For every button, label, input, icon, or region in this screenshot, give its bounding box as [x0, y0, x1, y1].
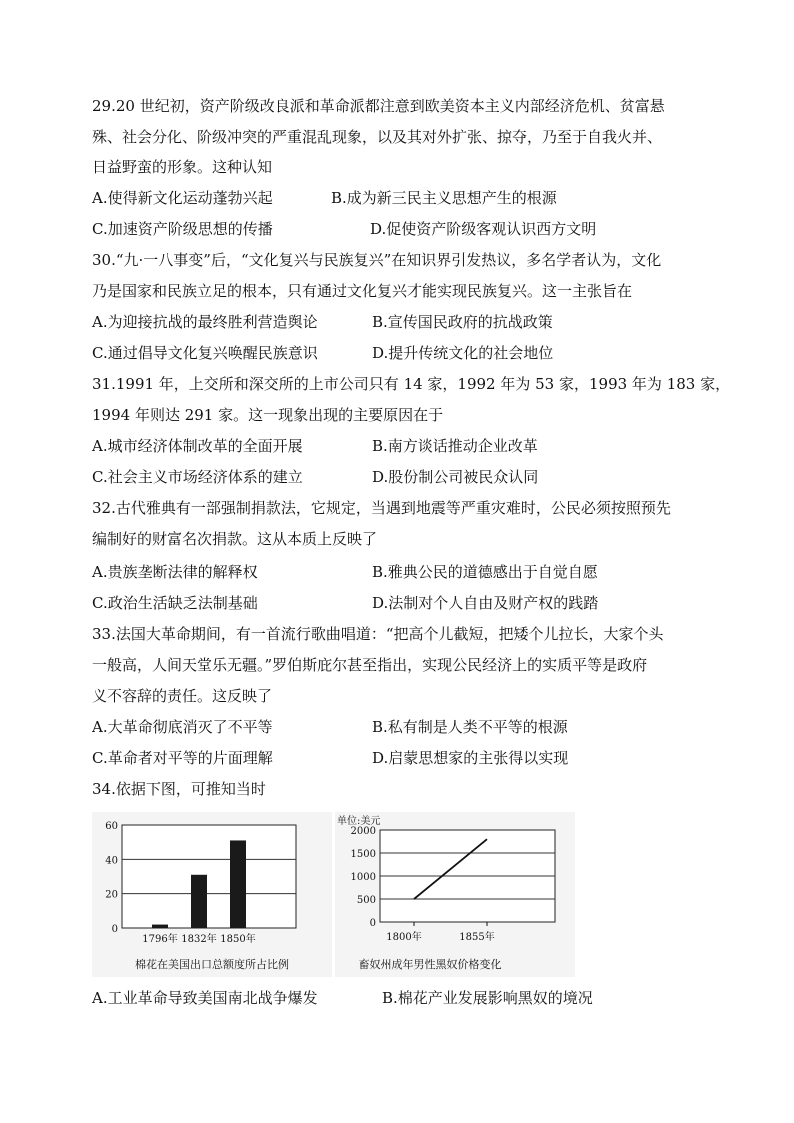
bar: [191, 875, 207, 928]
x-tick-label: 1855年: [459, 932, 495, 943]
q31-option-a: A.城市经济体制改革的全面开展: [92, 437, 303, 455]
q34-stem: 34.依据下图，可推知当时: [92, 780, 266, 798]
q33-stem-line3: 义不容辞的责任。这反映了: [92, 687, 273, 705]
slave-price-chart: [335, 812, 575, 977]
cotton-export-chart: [92, 812, 332, 977]
bar: [152, 925, 168, 928]
y-tick-label: 60: [105, 821, 118, 832]
q32-option-c: C.政治生活缺乏法制基础: [92, 594, 258, 612]
q32-option-b: B.雅典公民的道德感出于自觉自愿: [372, 563, 598, 581]
y-tick-label: 20: [105, 889, 118, 901]
cotton-export-chart-svg: [92, 812, 332, 977]
q31-stem-line2: 1994 年则达 291 家。这一现象出现的主要原因在于: [92, 406, 444, 424]
q31-option-c: C.社会主义市场经济体系的建立: [92, 468, 303, 486]
slave-price-chart-svg: [335, 812, 575, 977]
q33-stem-line1: 33.法国大革命期间，有一首流行歌曲唱道：“把高个儿截短，把矮个儿拉长，大家个头: [92, 625, 664, 643]
x-tick-label: 1850年: [220, 934, 256, 945]
q33-option-a: A.大革命彻底消灭了不平等: [92, 718, 273, 736]
q34-option-b: B.棉花产业发展影响黑奴的境况: [382, 989, 593, 1007]
cotton-export-chart-title: 棉花在美国出口总额度所占比例: [135, 958, 289, 971]
q33-stem-line2: 一般高，人间天堂乐无疆。”罗伯斯庇尔甚至指出，实现公民经济上的实质平等是政府: [92, 656, 648, 674]
slave-price-unit-label: 单位:美元: [337, 816, 381, 827]
x-tick-label: 1796年: [142, 934, 178, 945]
q31-stem-line1: 31.1991 年，上交所和深交所的上市公司只有 14 家，1992 年为 53 家，1993 年为 183 家，: [92, 375, 731, 393]
y-tick-label: 0: [369, 918, 376, 929]
q34-option-a: A.工业革命导致美国南北战争爆发: [92, 989, 318, 1007]
q30-option-a: A.为迎接抗战的最终胜利营造舆论: [92, 313, 318, 331]
y-tick-label: 500: [356, 895, 376, 906]
q29-option-a: A.使得新文化运动蓬勃兴起: [92, 189, 273, 207]
q33-option-d: D.启蒙思想家的主张得以实现: [372, 749, 569, 767]
q32-option-d: D.法制对个人自由及财产权的践踏: [372, 594, 599, 612]
q29-stem-line2: 殊、社会分化、阶级冲突的严重混乱现象，以及其对外扩张、掠夺，乃至于自我火并、: [92, 128, 663, 146]
bar: [230, 840, 246, 928]
q32-option-a: A.贵族垄断法律的解释权: [92, 563, 258, 581]
q32-stem-line1: 32.古代雅典有一部强制捐款法，它规定，当遇到地震等严重灾难时，公民必须按照预先: [92, 499, 671, 517]
q32-stem-line2: 编制好的财富名次捐款。这从本质上反映了: [92, 530, 378, 548]
y-tick-label: 2000: [350, 826, 376, 837]
q33-option-c: C.革命者对平等的片面理解: [92, 749, 273, 767]
q30-option-d: D.提升传统文化的社会地位: [372, 344, 554, 362]
y-tick-label: 0: [111, 924, 118, 935]
q31-option-d: D.股份制公司被民众认同: [372, 468, 539, 486]
slave-price-chart-title: 畜奴州成年男性黑奴价格变化: [358, 958, 502, 971]
q29-stem-line3: 日益野蛮的形象。这种认知: [92, 158, 273, 176]
q30-stem-line1: 30.“九·一八事变”后，“文化复兴与民族复兴”在知识界引发热议，多名学者认为，文化: [92, 251, 662, 269]
q33-option-b: B.私有制是人类不平等的根源: [372, 718, 568, 736]
y-tick-label: 1000: [350, 872, 376, 883]
q29-stem-line1: 29.20 世纪初，资产阶级改良派和革命派都注意到欧美资本主义内部经济危机、贫富悬: [92, 97, 665, 115]
q30-option-c: C.通过倡导文化复兴唤醒民族意识: [92, 344, 318, 362]
x-tick-label: 1800年: [386, 932, 422, 943]
y-tick-label: 40: [105, 855, 118, 867]
q29-option-c: C.加速资产阶级思想的传播: [92, 220, 273, 238]
q29-option-b: B.成为新三民主义思想产生的根源: [331, 189, 557, 207]
y-tick-label: 1500: [350, 849, 376, 860]
q30-option-b: B.宣传国民政府的抗战政策: [372, 313, 553, 331]
x-tick-label: 1832年: [181, 934, 217, 945]
q31-option-b: B.南方谈话推动企业改革: [372, 437, 538, 455]
q30-stem-line2: 乃是国家和民族立足的根本，只有通过文化复兴才能实现民族复兴。这一主张旨在: [92, 282, 633, 300]
q29-option-d: D.促使资产阶级客观认识西方文明: [370, 220, 597, 238]
